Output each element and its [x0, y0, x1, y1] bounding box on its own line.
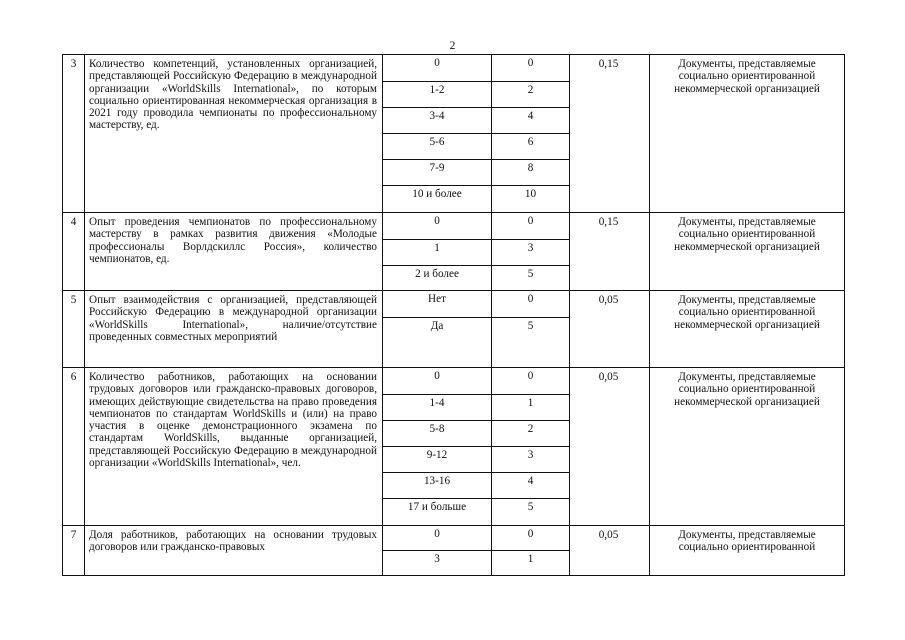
points-value: 0 [527, 293, 534, 305]
points-value: 6 [492, 133, 569, 159]
criterion-row [63, 526, 845, 576]
criterion-row [63, 213, 845, 291]
criterion-options [383, 368, 492, 526]
points-value: 3 [492, 239, 569, 265]
criterion-weight [570, 368, 650, 526]
criterion-options [383, 213, 492, 291]
criterion-points [492, 291, 570, 368]
points-value: 0 [527, 215, 534, 227]
option-value: 3 [383, 550, 491, 575]
criterion-options [383, 55, 492, 213]
criterion-points [492, 368, 570, 526]
criterion-points [492, 55, 570, 213]
points-value: 4 [492, 472, 569, 498]
option-value: 3-4 [383, 107, 491, 133]
option-value: 7-9 [383, 159, 491, 185]
points-value: 2 [492, 420, 569, 446]
weight-value: 0,05 [598, 294, 619, 306]
weight-value: 0,05 [598, 529, 619, 541]
option-value: 1-4 [383, 394, 491, 420]
criterion-weight [570, 291, 650, 368]
option-value: 5-6 [383, 133, 491, 159]
criterion-source: Документы, представляемые социально ориентированной некоммерческой организацией [650, 368, 845, 526]
points-value: 3 [492, 446, 569, 472]
criterion-options [383, 526, 492, 576]
criterion-description: Доля работников, работающих на основании трудовых договоров или гражданско-правовых [85, 526, 383, 576]
page-number: 2 [449, 40, 456, 52]
points-value: 5 [492, 498, 569, 525]
option-value: 0 [434, 215, 440, 227]
option-value: 17 и больше [383, 498, 491, 525]
criterion-weight [570, 213, 650, 291]
option-value: 13-16 [383, 472, 491, 498]
points-value: 8 [492, 159, 569, 185]
option-value: 1 [383, 239, 491, 265]
criteria-table [62, 54, 845, 576]
option-value: 10 и более [383, 185, 491, 212]
criterion-number: 3 [63, 55, 85, 213]
criterion-source: Документы, представляемые социально ориентированной некоммерческой организацией [650, 213, 845, 291]
criterion-source: Документы, представляемые социально ориентированной [650, 526, 845, 576]
criterion-row [63, 55, 845, 213]
points-value: 5 [492, 265, 569, 290]
criterion-description: Количество компетенций, установленных организацией, представляющей Российскую Федерацию в международной организации «WorldSkills International», по которым социально ориентированная некоммерческая организация в 2021 году проводила чемпионаты по профессиональному мастерству, ед. [85, 55, 383, 213]
points-value: 5 [492, 317, 569, 367]
option-value: 9-12 [383, 446, 491, 472]
criterion-weight [570, 526, 650, 576]
criterion-points [492, 526, 570, 576]
criterion-number: 7 [63, 526, 85, 576]
points-value: 0 [527, 370, 534, 382]
option-value: Нет [428, 293, 446, 305]
criterion-number: 6 [63, 368, 85, 526]
points-value: 2 [492, 81, 569, 107]
option-value: 0 [434, 370, 440, 382]
points-value: 0 [527, 57, 534, 69]
points-value: 1 [492, 394, 569, 420]
criterion-number: 5 [63, 291, 85, 368]
points-value: 4 [492, 107, 569, 133]
criterion-row [63, 291, 845, 368]
criterion-description: Опыт взаимодействия с организацией, представляющей Российскую Федерацию в международной организации «WorldSkills International», наличие/отсутствие проведенных совместных мероприятий [85, 291, 383, 368]
criterion-description: Опыт проведения чемпионатов по профессиональному мастерству в рамках развития движения «Молодые профессионалы Ворлдскиллс Россия», количество чемпионатов, ед. [85, 213, 383, 291]
criterion-options [383, 291, 492, 368]
option-value: 5-8 [383, 420, 491, 446]
points-value: 1 [492, 550, 569, 575]
criterion-description: Количество работников, работающих на основании трудовых договоров или гражданско-правовых договоров, имеющих действующие свидетельства на право проведения чемпионатов по стандартам WorldSkills и (или) на право участия в оценке демонстрационного экзамена по стандартам WorldSkills, выданные организацией, представляющей Российскую Федерацию в международной организации «WorldSkills International», чел. [85, 368, 383, 526]
points-value: 0 [527, 528, 534, 540]
criterion-points [492, 213, 570, 291]
criterion-source: Документы, представляемые социально ориентированной некоммерческой организацией [650, 291, 845, 368]
criterion-row [63, 368, 845, 526]
option-value: 0 [434, 57, 440, 69]
criterion-number: 4 [63, 213, 85, 291]
option-value: 2 и более [383, 265, 491, 290]
option-value: Да [383, 317, 491, 367]
criterion-source: Документы, представляемые социально ориентированной некоммерческой организацией [650, 55, 845, 213]
weight-value: 0,05 [598, 371, 619, 383]
weight-value: 0,15 [598, 58, 619, 70]
option-value: 0 [434, 528, 440, 540]
option-value: 1-2 [383, 81, 491, 107]
points-value: 10 [492, 185, 569, 212]
criterion-weight [570, 55, 650, 213]
weight-value: 0,15 [598, 216, 619, 228]
